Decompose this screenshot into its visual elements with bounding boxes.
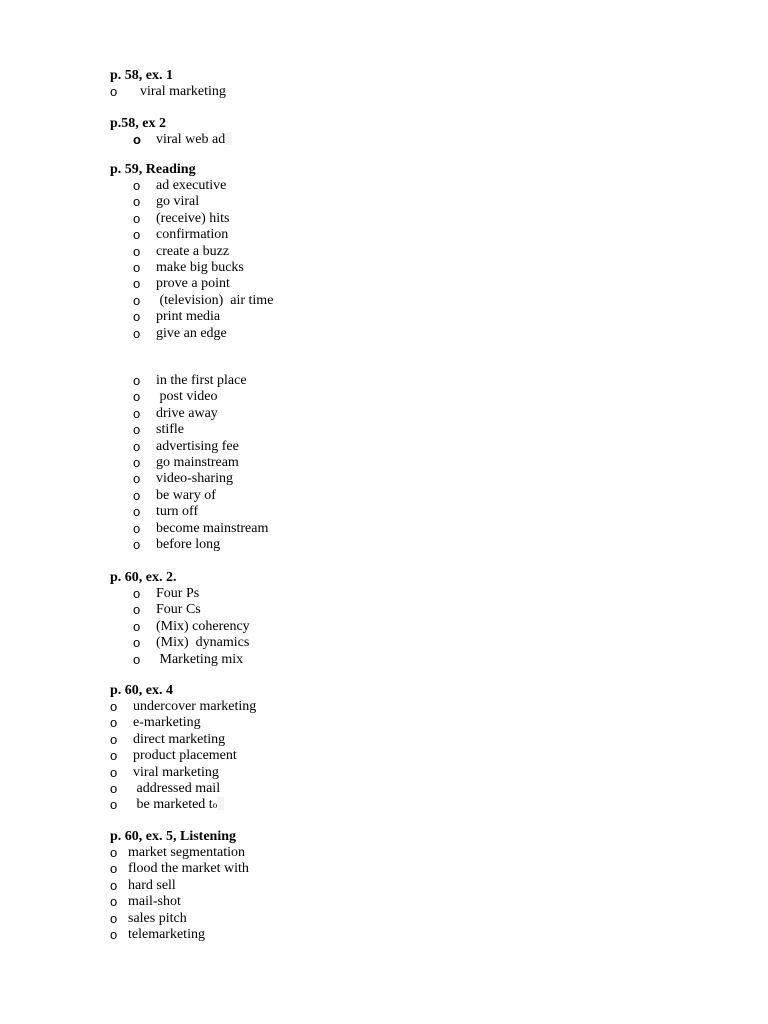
- section-heading: p.58, ex 2: [110, 116, 166, 131]
- hollow-bullet-icon: o: [110, 894, 118, 910]
- hollow-bullet-icon: o: [110, 877, 118, 893]
- bullet-list-a: [110, 178, 274, 342]
- list-item: [110, 276, 230, 292]
- list-item: [110, 325, 227, 342]
- list-item-text: post video: [156, 389, 218, 405]
- hollow-bullet-icon: o: [133, 405, 141, 421]
- list-item-text: video-sharing: [156, 471, 233, 487]
- hollow-bullet-icon: o: [133, 210, 141, 226]
- hollow-bullet-icon: o: [133, 389, 141, 405]
- section-p60-ex4: [110, 683, 257, 814]
- section-heading: p. 60, ex. 4: [110, 683, 173, 698]
- list-item-text: [133, 797, 224, 813]
- list-item-text: direct marketing: [133, 731, 226, 747]
- list-item: [110, 894, 236, 910]
- hollow-bullet-icon: o: [133, 618, 141, 634]
- hollow-bullet-icon: o: [110, 780, 118, 796]
- list-item-text: prove a point: [156, 276, 230, 292]
- list-item-text: addressed mail: [133, 780, 221, 796]
- list-item: [110, 178, 227, 194]
- bullet-list: [110, 845, 249, 943]
- section-heading: p. 60, ex. 5, Listening: [110, 829, 237, 844]
- bullet-list: [110, 132, 226, 148]
- list-item: [110, 243, 230, 260]
- bullet-list: [110, 84, 226, 100]
- hollow-bullet-icon: o: [110, 910, 118, 926]
- bullet-list: [110, 586, 250, 668]
- hollow-bullet-icon: o: [110, 845, 118, 860]
- text-cursor-marker: [217, 797, 224, 810]
- hollow-bullet-icon: o: [133, 194, 141, 210]
- list-item-text: e-marketing: [133, 715, 201, 731]
- list-item-text: ad executive: [156, 178, 227, 193]
- list-item-text: market segmentation: [128, 845, 246, 860]
- section-p60-ex5-listening: [110, 829, 249, 943]
- list-item: [110, 132, 226, 148]
- hollow-bullet-icon: o: [133, 487, 141, 503]
- hollow-bullet-icon: o: [133, 227, 141, 243]
- section-heading: p. 58, ex. 1: [110, 68, 173, 83]
- section-p59-reading: [110, 162, 274, 342]
- list-item-text: go mainstream: [156, 454, 239, 470]
- list-item-text: telemarketing: [128, 926, 205, 942]
- hollow-bullet-icon: o: [133, 259, 141, 275]
- hollow-bullet-icon: o: [133, 504, 141, 520]
- list-item-text: give an edge: [156, 325, 227, 341]
- list-item-label-tail: o: [212, 800, 218, 811]
- list-item: [110, 911, 236, 927]
- list-item-text: turn off: [156, 504, 199, 520]
- list-item: [110, 878, 236, 894]
- section-heading: p. 59, Reading: [110, 162, 196, 177]
- list-item: [110, 651, 244, 668]
- list-item-text: stifle: [156, 422, 184, 438]
- list-item: [110, 845, 246, 861]
- hollow-bullet-icon: o: [110, 797, 118, 813]
- list-item: [110, 309, 221, 325]
- list-item-text: undercover marketing: [133, 699, 257, 714]
- list-item: [110, 618, 250, 635]
- list-item: [110, 635, 250, 651]
- hollow-bullet-icon: o: [110, 731, 118, 747]
- list-item-text: create a buzz: [156, 243, 230, 259]
- hollow-bullet-icon: o: [133, 520, 141, 536]
- list-item-text: make big bucks: [156, 259, 244, 275]
- list-item-text: Marketing mix: [156, 651, 244, 667]
- list-item: [110, 731, 226, 748]
- list-item-text: confirmation: [156, 227, 229, 243]
- hollow-bullet-icon: o: [133, 276, 141, 292]
- bullet-list: [110, 699, 257, 814]
- list-item-text: Four Ps: [156, 586, 200, 601]
- section-heading: p. 60, ex. 2.: [110, 570, 177, 585]
- hollow-bullet-icon: o: [110, 699, 118, 714]
- hollow-bullet-icon: o: [110, 861, 118, 877]
- list-item-text: print media: [156, 309, 221, 325]
- list-item-text: (Mix) dynamics: [156, 635, 250, 651]
- list-item: [110, 586, 200, 602]
- list-item-text: [156, 132, 232, 148]
- hollow-bullet-icon: o: [133, 602, 141, 618]
- list-item: [110, 84, 226, 100]
- list-item: [110, 227, 229, 243]
- list-item-label: viral web ad: [156, 132, 226, 147]
- section-p58-ex1: [110, 68, 226, 100]
- list-item-text: be wary of: [156, 487, 216, 503]
- list-item-text: flood the market with: [128, 861, 249, 877]
- list-item-text: before long: [156, 536, 221, 552]
- list-item-text: (television) air time: [156, 292, 274, 308]
- hollow-bullet-icon: o: [110, 926, 118, 942]
- hollow-bullet-icon: o: [133, 309, 141, 325]
- hollow-bullet-icon: o: [133, 373, 141, 388]
- list-item: [110, 927, 236, 943]
- list-item-label: be marketed t: [133, 797, 213, 813]
- list-item: [110, 292, 274, 309]
- list-item: [110, 715, 201, 731]
- hollow-bullet-icon: o: [133, 132, 141, 147]
- list-item-text: become mainstream: [156, 520, 269, 536]
- list-item-text: drive away: [156, 405, 218, 421]
- list-item: [110, 210, 230, 227]
- list-item-text: hard sell: [128, 877, 176, 893]
- list-item-text: sales pitch: [128, 910, 187, 926]
- hollow-bullet-icon: o: [133, 586, 141, 601]
- list-item: [110, 780, 221, 797]
- list-item: [110, 861, 249, 877]
- hollow-bullet-icon: o: [133, 635, 141, 651]
- list-item: [110, 699, 257, 715]
- list-item-text: (Mix) coherency: [156, 618, 250, 634]
- text-cursor-marker: [225, 132, 232, 145]
- list-item: [110, 797, 218, 813]
- list-item-text: Four Cs: [156, 602, 201, 618]
- list-item-text: go viral: [156, 194, 200, 210]
- list-item-text: advertising fee: [156, 438, 239, 454]
- list-item: [110, 748, 237, 764]
- hollow-bullet-icon: o: [110, 748, 118, 764]
- hollow-bullet-icon: o: [133, 471, 141, 487]
- list-item-text: mail-shot: [128, 894, 181, 910]
- section-p60-ex2: [110, 570, 250, 668]
- hollow-bullet-icon: o: [133, 454, 141, 470]
- hollow-bullet-icon: o: [110, 764, 118, 780]
- section-p58-ex2: [110, 116, 226, 148]
- list-item-text: product placement: [133, 748, 237, 764]
- hollow-bullet-icon: o: [133, 422, 141, 438]
- list-item-text: in the first place: [156, 373, 247, 388]
- hollow-bullet-icon: o: [133, 438, 141, 454]
- hollow-bullet-icon: o: [133, 178, 141, 193]
- list-item-text: viral marketing: [133, 84, 226, 99]
- list-item: [110, 194, 200, 210]
- list-item-text: (receive) hits: [156, 210, 230, 226]
- list-item-text: viral marketing: [133, 764, 219, 780]
- list-item: [110, 259, 244, 276]
- hollow-bullet-icon: o: [133, 292, 141, 308]
- hollow-bullet-icon: o: [133, 651, 141, 667]
- hollow-bullet-icon: o: [133, 536, 141, 552]
- list-item: [110, 764, 219, 781]
- hollow-bullet-icon: o: [133, 243, 141, 259]
- hollow-bullet-icon: o: [110, 84, 118, 99]
- hollow-bullet-icon: o: [110, 715, 118, 731]
- list-item: [110, 602, 201, 618]
- hollow-bullet-icon: o: [133, 325, 141, 341]
